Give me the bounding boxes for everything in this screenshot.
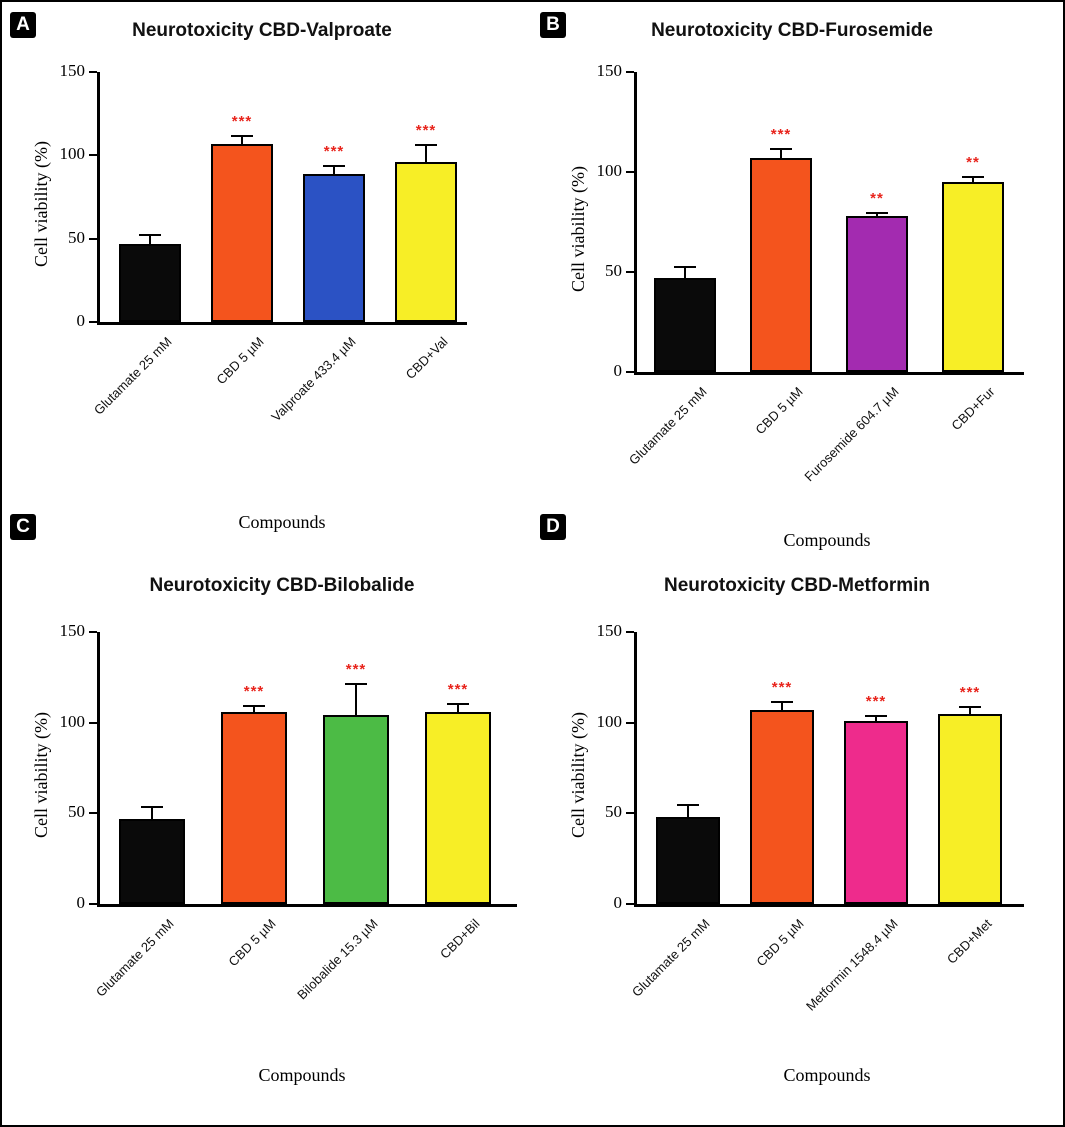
error-bar-cap <box>677 804 699 806</box>
x-tick-label: CBD 5 µM <box>225 916 279 970</box>
x-axis-label: Compounds <box>238 512 326 532</box>
x-tick-label: CBD 5 µM <box>752 384 806 438</box>
y-axis-label: Cell viability (%) <box>568 712 588 838</box>
y-tick-label: 0 <box>613 361 622 380</box>
chart-panel-d <box>2 2 1065 1127</box>
error-bar-line <box>687 804 689 819</box>
x-tick-label: CBD+Fur <box>948 384 998 434</box>
y-tick-label: 100 <box>596 161 622 180</box>
x-axis-label: Compounds <box>783 1065 871 1085</box>
chart-title: Neurotoxicity CBD-Furosemide <box>651 20 933 41</box>
significance-marker: *** <box>770 126 792 143</box>
y-tick-label: 100 <box>59 144 85 164</box>
y-axis-label: Cell viability (%) <box>31 141 51 267</box>
significance-marker: *** <box>231 113 253 131</box>
x-tick-label: CBD 5 µM <box>213 334 267 388</box>
x-tick-label: CBD+Bil <box>436 916 483 962</box>
y-tick-label: 50 <box>605 802 622 822</box>
panel-label-a: A <box>10 12 36 38</box>
significance-marker: ** <box>966 154 980 171</box>
y-tick-label: 100 <box>59 711 85 731</box>
x-tick-label: Furosemide 604.7 µM <box>801 384 902 485</box>
error-bar-cap <box>865 715 887 717</box>
error-bar-cap <box>771 701 793 703</box>
chart-title: Neurotoxicity CBD-Bilobalide <box>149 575 415 596</box>
bar-4 <box>938 714 1002 904</box>
error-bar-cap <box>959 706 981 708</box>
significance-marker: *** <box>959 684 981 702</box>
y-tick-label: 100 <box>596 711 622 731</box>
y-tick <box>626 903 634 905</box>
panel-label-d: D <box>540 514 566 540</box>
y-tick-label: 150 <box>596 61 622 80</box>
x-axis-label: Compounds <box>783 530 871 550</box>
y-tick-label: 50 <box>68 802 85 822</box>
x-tick-label: CBD+Met <box>943 916 995 967</box>
y-tick-label: 50 <box>605 261 622 280</box>
x-tick-label: Glutamate 25 mM <box>92 916 177 1000</box>
y-axis <box>634 632 637 906</box>
y-tick-label: 0 <box>613 893 622 912</box>
significance-marker: *** <box>447 680 469 698</box>
significance-marker: *** <box>243 682 265 700</box>
x-tick-label: Glutamate 25 mM <box>90 334 175 418</box>
y-tick-label: 0 <box>76 311 85 330</box>
panel-label-c: C <box>10 514 36 540</box>
y-tick-label: 50 <box>68 227 85 247</box>
significance-marker: *** <box>323 143 345 161</box>
y-tick <box>626 812 634 814</box>
x-tick-label: Glutamate 25 mM <box>628 916 713 1000</box>
chart-title: Neurotoxicity CBD-Valproate <box>132 20 392 41</box>
y-tick <box>626 631 634 633</box>
y-axis-label: Cell viability (%) <box>568 166 588 292</box>
x-tick-label: Bilobalide 15.3 µM <box>294 916 381 1003</box>
y-tick-label: 150 <box>59 621 85 640</box>
y-tick <box>626 722 634 724</box>
x-tick-label: CBD 5 µM <box>753 916 807 970</box>
significance-marker: *** <box>345 660 367 678</box>
bar-3 <box>844 721 908 904</box>
significance-marker: ** <box>870 190 884 207</box>
bar-2 <box>750 710 814 904</box>
significance-marker: *** <box>415 121 437 139</box>
x-tick-label: Valproate 433.4 µM <box>268 334 359 425</box>
x-tick-label: CBD+Val <box>402 334 451 382</box>
y-tick-label: 150 <box>596 621 622 640</box>
y-tick-label: 0 <box>76 893 85 912</box>
y-axis-label: Cell viability (%) <box>31 712 51 838</box>
significance-marker: *** <box>771 678 793 696</box>
panel-label-b: B <box>540 12 566 38</box>
x-tick-label: Metformin 1548.4 µM <box>802 916 901 1014</box>
x-axis-label: Compounds <box>258 1065 346 1085</box>
x-axis <box>634 904 1024 907</box>
chart-title: Neurotoxicity CBD-Metformin <box>663 575 930 596</box>
y-tick-label: 150 <box>59 61 85 80</box>
x-tick-label: Glutamate 25 mM <box>625 384 710 468</box>
bar-1 <box>656 817 720 904</box>
significance-marker: *** <box>865 693 887 711</box>
